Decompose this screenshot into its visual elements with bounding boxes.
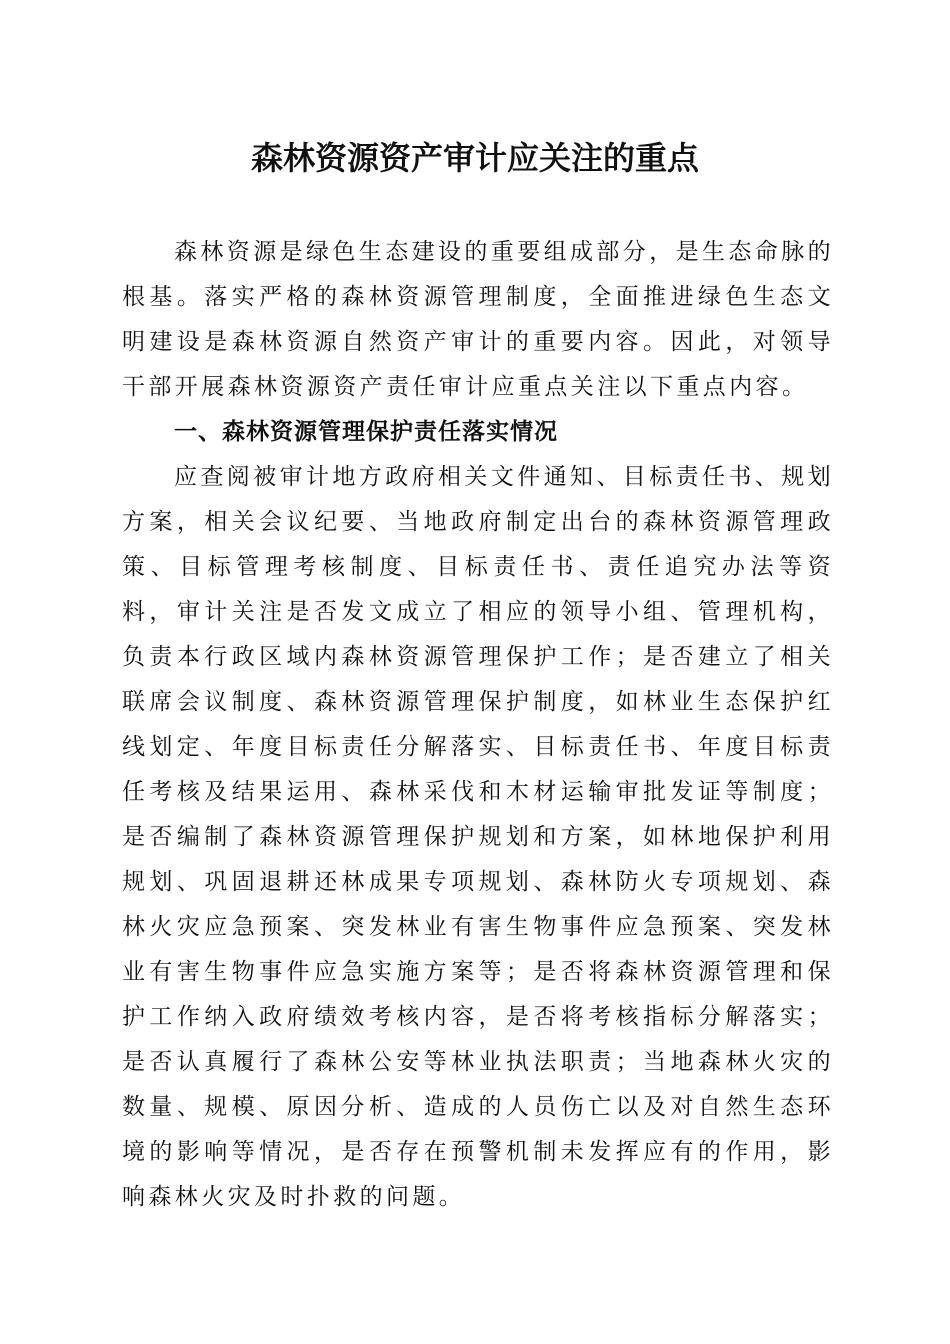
intro-paragraph: 森林资源是绿色生态建设的重要组成部分，是生态命脉的根基。落实严格的森林资源管理制度，全面推进绿色生态文明建设是森林资源自然资产审计的重要内容。因此，对领导干部开展森林资源资产责任审计应重点关注以下重点内容。: [122, 239, 834, 400]
document-body: [122, 230, 834, 1220]
section-1-paragraph: 应查阅被审计地方政府相关文件通知、目标责任书、规划方案，相关会议纪要、当地政府制定出台的森林资源管理政策、目标管理考核制度、目标责任书、责任追究办法等资料，审计关注是否发文成立了相应的领导小组、管理机构，负责本行政区域内森林资源管理保护工作；是否建立了相关联席会议制度、森林资源管理保护制度，如林业生态保护红线划定、年度目标责任分解落实、目标责任书、年度目标责任考核及结果运用、森林采伐和木材运输审批发证等制度；是否编制了森林资源管理保护规划和方案，如林地保护利用规划、巩固退耕还林成果专项规划、森林防火专项规划、森林火灾应急预案、突发林业有害生物事件应急预案、突发林业有害生物事件应急实施方案等；是否将森林资源管理和保护工作纳入政府绩效考核内容，是否将考核指标分解落实；是否认真履行了森林公安等林业执法职责；当地森林火灾的数量、规模、原因分析、造成的人员伤亡以及对自然生态环境的影响等情况，是否存在预警机制未发挥应有的作用，影响森林火灾及时扑救的问题。: [122, 464, 834, 1210]
document-title: 森林资源资产审计应关注的重点: [250, 139, 699, 177]
section-1-heading: 一、森林资源管理保护责任落实情况: [174, 419, 558, 445]
